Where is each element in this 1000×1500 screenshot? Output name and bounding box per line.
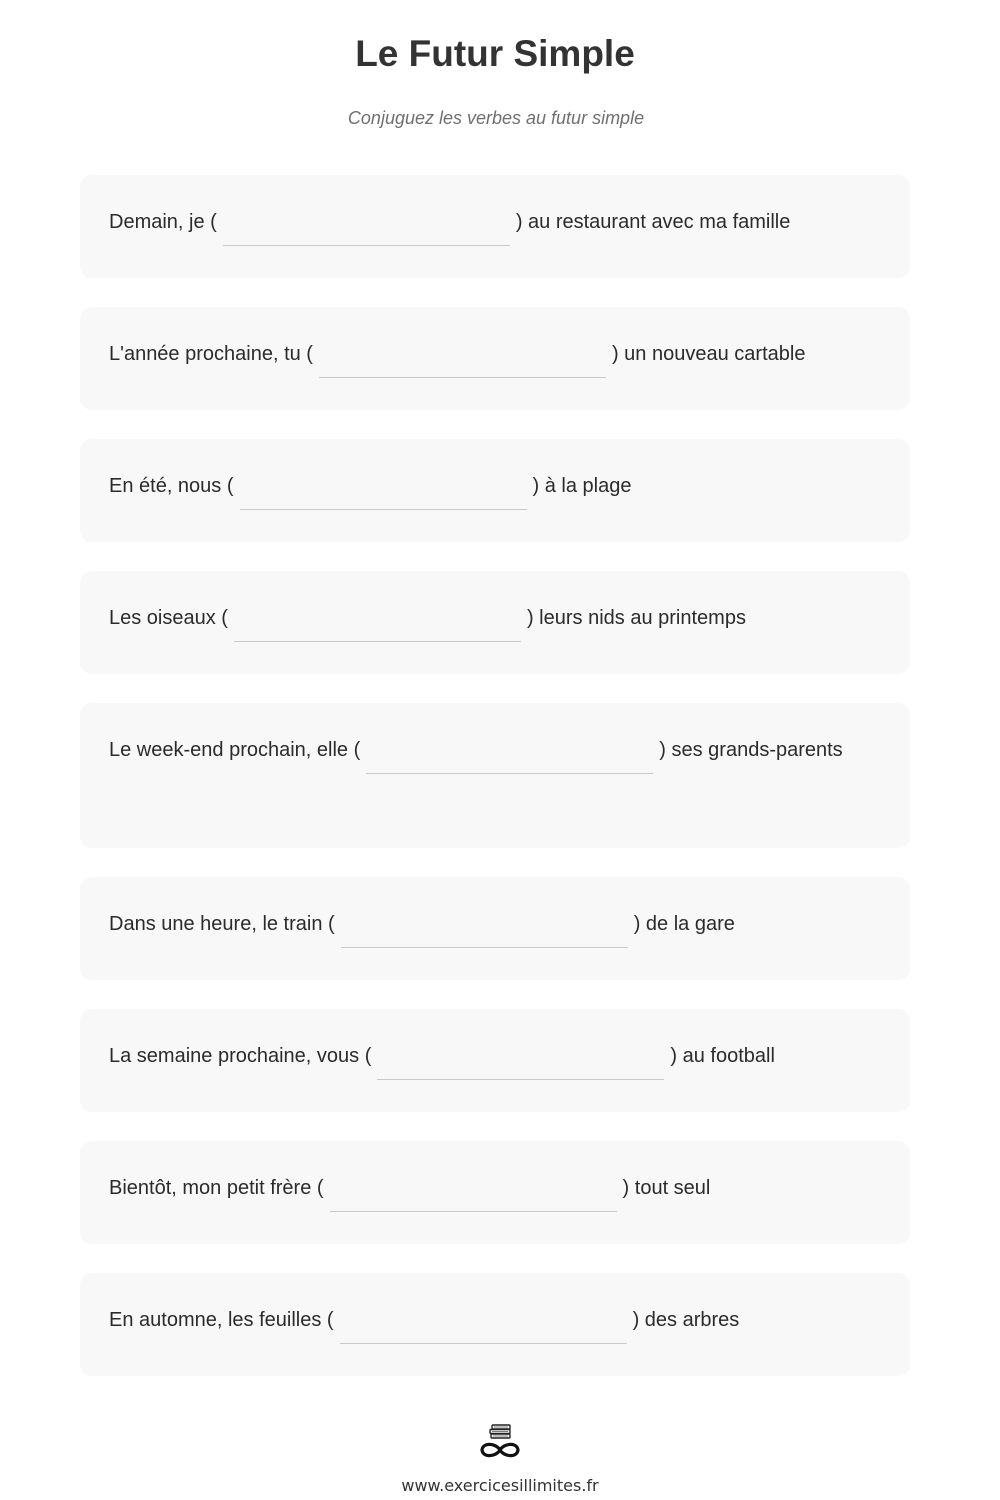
exercise-text-before: Dans une heure, le train ( <box>109 913 335 935</box>
exercise-text-after: ) au restaurant avec ma famille <box>515 211 791 233</box>
exercise-text-after: ) un nouveau cartable <box>611 343 806 365</box>
answer-input-8[interactable] <box>330 1178 617 1212</box>
exercise-card-2 <box>80 307 910 410</box>
exercise-text-after: ) au football <box>670 1045 775 1067</box>
page-subtitle: Conjuguez les verbes au futur simple <box>347 108 645 128</box>
exercise-card-9 <box>80 1273 910 1376</box>
footer <box>0 1422 1000 1495</box>
exercise-text-before: Le week-end prochain, elle ( <box>109 739 361 761</box>
exercise-text-before: Les oiseaux ( <box>109 607 228 629</box>
exercise-text-before: Bientôt, mon petit frère ( <box>109 1177 324 1199</box>
footer-url[interactable]: www.exercicesillimites.fr <box>401 1476 599 1495</box>
exercise-text-after: ) des arbres <box>632 1309 740 1331</box>
exercise-card-3 <box>80 439 910 542</box>
exercise-text-before: En été, nous ( <box>109 475 234 497</box>
exercise-list <box>80 175 910 1405</box>
answer-input-9[interactable] <box>340 1310 627 1344</box>
exercise-card-4 <box>80 571 910 674</box>
answer-input-7[interactable] <box>377 1046 664 1080</box>
books-infinity-logo-icon <box>474 1422 526 1462</box>
page-title: Le Futur Simple <box>355 33 635 74</box>
answer-input-4[interactable] <box>234 608 521 642</box>
exercise-card-8 <box>80 1141 910 1244</box>
answer-input-3[interactable] <box>240 476 527 510</box>
exercise-card-7 <box>80 1009 910 1112</box>
exercise-text-after: ) à la plage <box>532 475 632 497</box>
exercise-text-before: L'année prochaine, tu ( <box>109 343 313 365</box>
exercise-text-before: Demain, je ( <box>109 211 217 233</box>
answer-input-2[interactable] <box>319 344 606 378</box>
exercise-text-after: ) tout seul <box>622 1177 711 1199</box>
exercise-card-5 <box>80 703 910 848</box>
answer-input-6[interactable] <box>341 914 628 948</box>
exercise-text-after: ) leurs nids au printemps <box>526 607 746 629</box>
answer-input-1[interactable] <box>223 212 510 246</box>
exercise-text-before: En automne, les feuilles ( <box>109 1309 334 1331</box>
answer-input-5[interactable] <box>366 740 653 774</box>
exercise-text-after: ) ses grands-parents <box>659 739 843 761</box>
exercise-card-6 <box>80 877 910 980</box>
exercise-text-before: La semaine prochaine, vous ( <box>109 1045 372 1067</box>
exercise-card-1 <box>80 175 910 278</box>
exercise-text-after: ) de la gare <box>633 913 735 935</box>
